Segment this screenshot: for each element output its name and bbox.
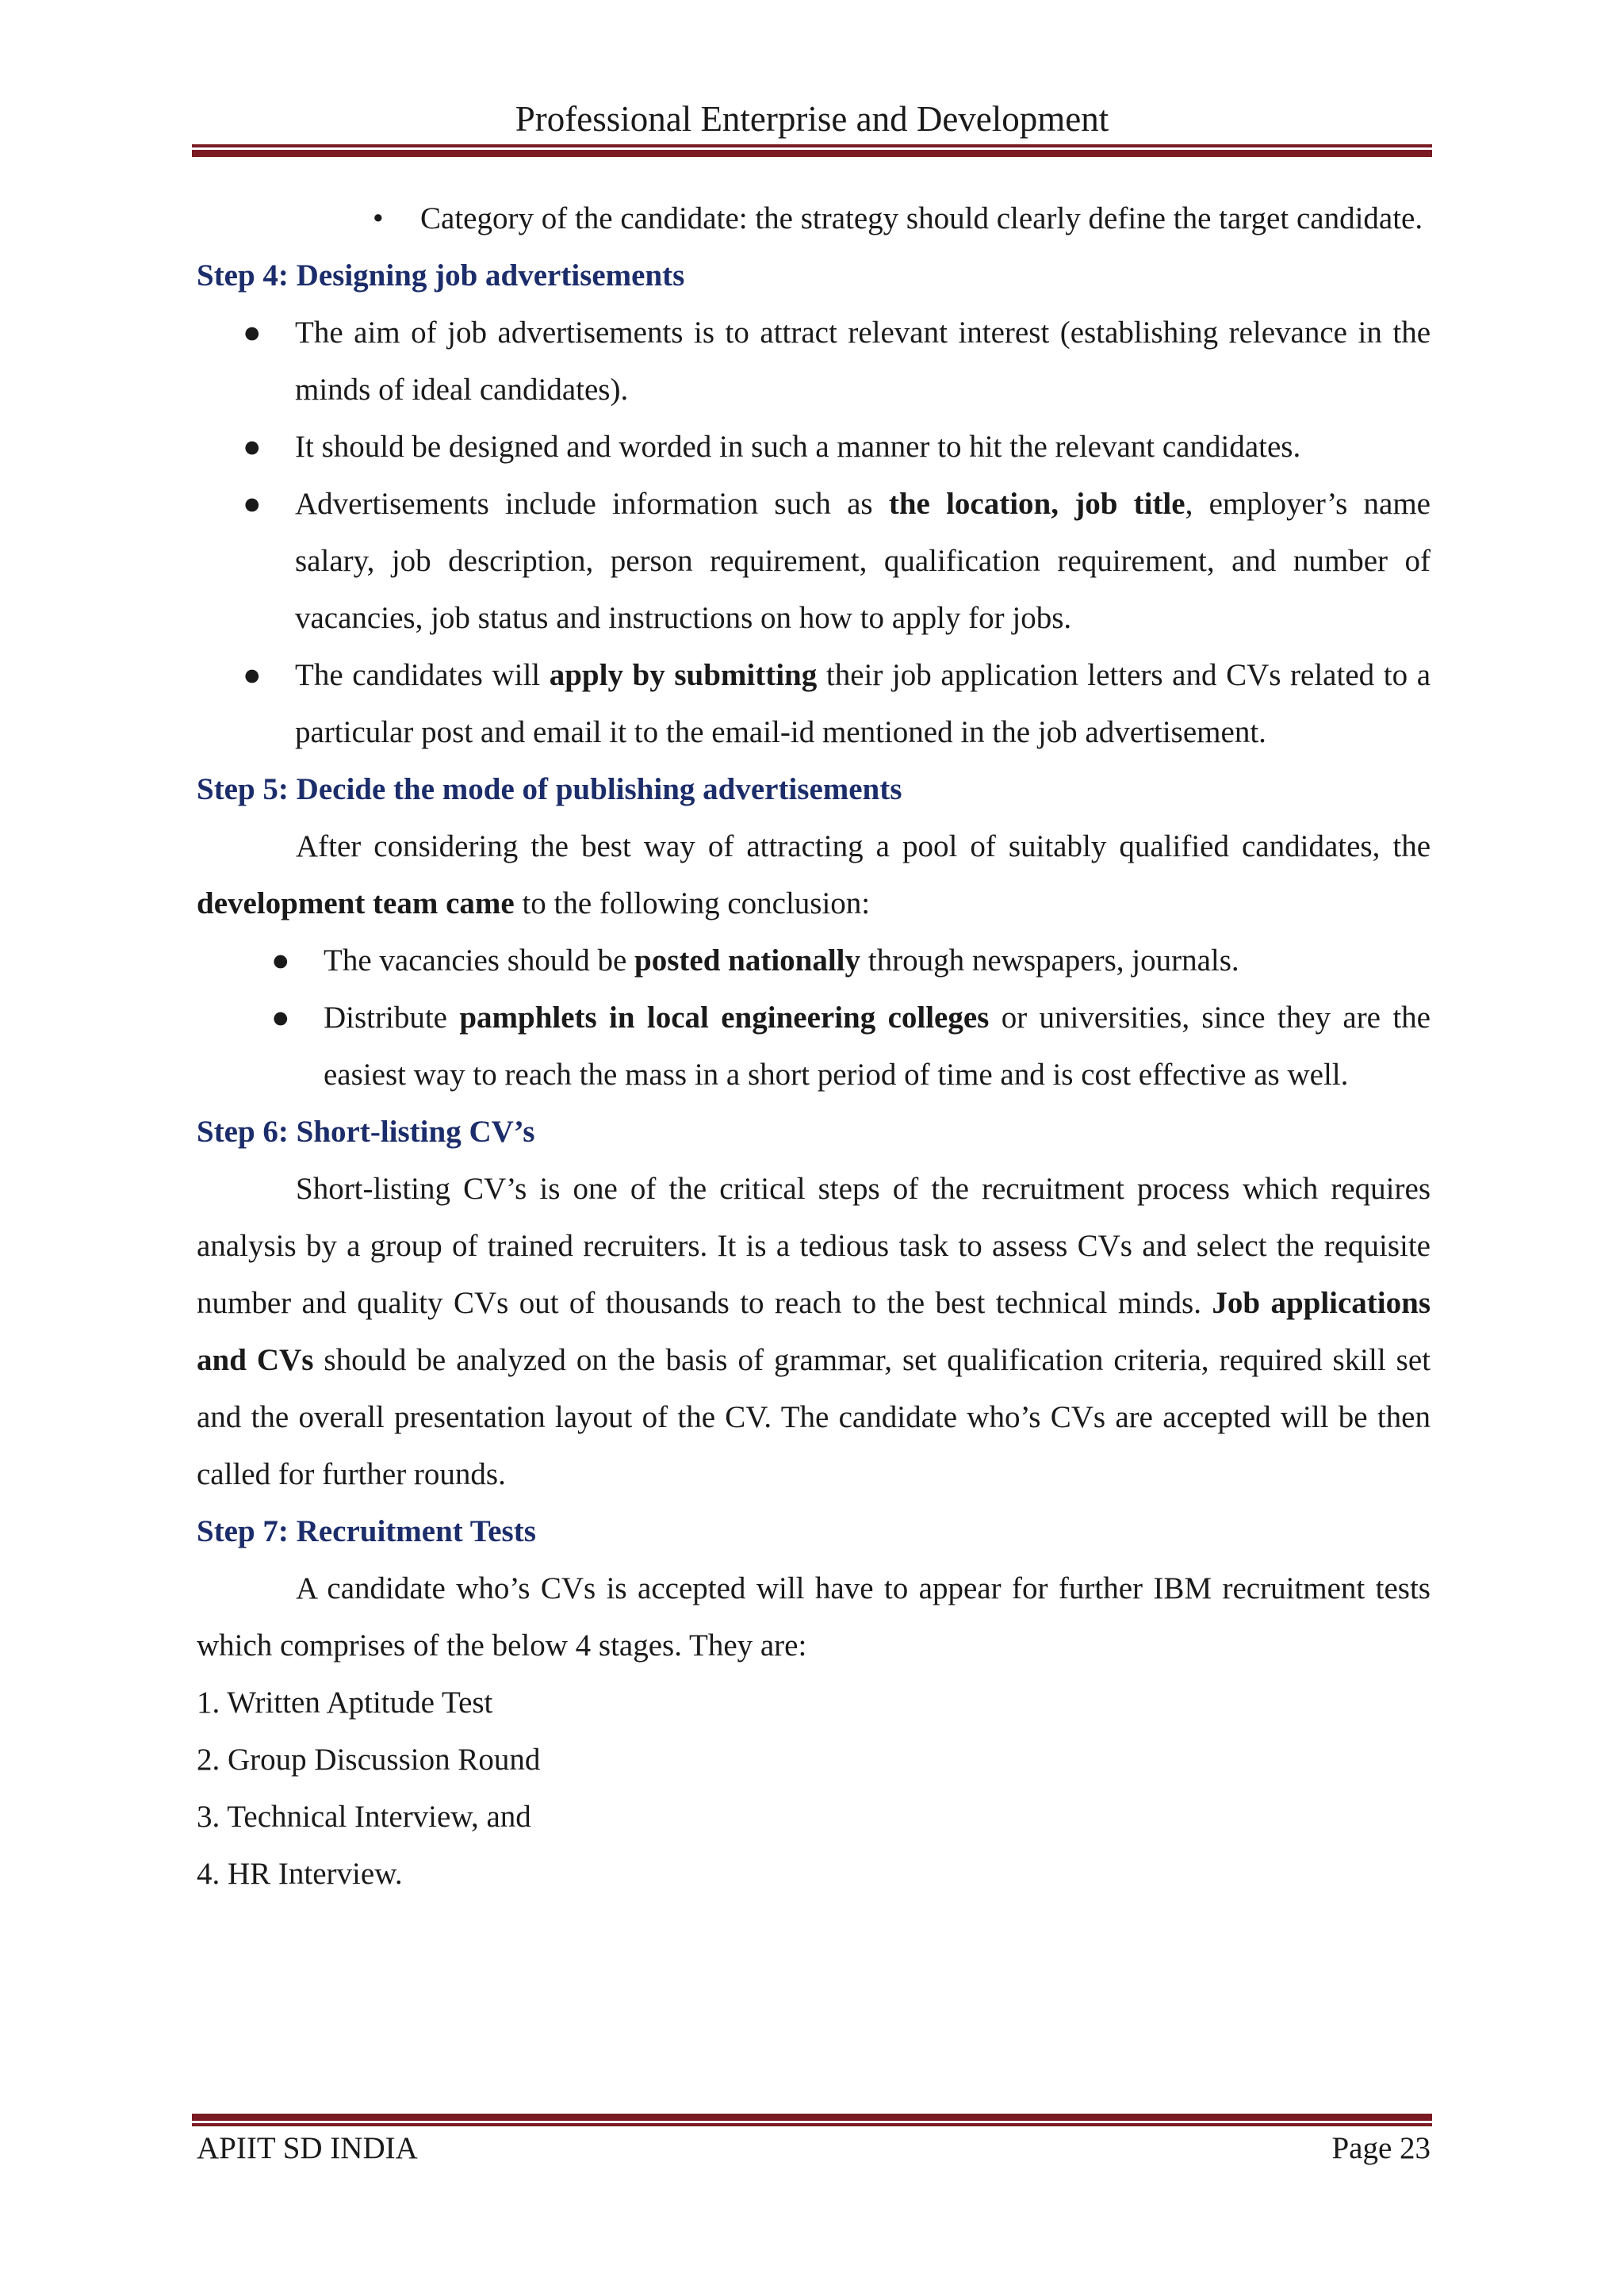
numbered-item: 1. Written Aptitude Test (197, 1686, 493, 1720)
numbered-item: 2. Group Discussion Round (197, 1743, 541, 1777)
page-number: Page 23 (1331, 2131, 1431, 2165)
numbered-item: 4. HR Interview. (197, 1857, 403, 1891)
list-item: ● Distribute pamphlets in local engineering colleges or universities, since they are the easiest way to reach the mass in a short period of time and is cost effective as well. (197, 989, 1431, 1104)
step4-heading: Step 4: Designing job advertisements (197, 258, 685, 293)
bullet-marker: ● (271, 1001, 290, 1035)
bullet-marker: ● (243, 430, 262, 464)
step7-heading: Step 7: Recruitment Tests (197, 1514, 536, 1548)
list-item: ● It should be designed and worded in such a manner to hit the relevant candidates. (197, 419, 1431, 476)
step5-paragraph: After considering the best way of attracting a pool of suitably qualified candidates, the development team came to the following conclusion: (197, 829, 1431, 920)
page-header-title: Professional Enterprise and Development (515, 99, 1109, 139)
list-item: ● The vacancies should be posted nationally through newspapers, journals. (197, 932, 1431, 989)
list-item: ● The aim of job advertisements is to attract relevant interest (establishing relevance in the minds of ideal candidates). (197, 304, 1431, 419)
bullet-marker: ● (243, 487, 262, 521)
footer-institution: APIIT SD INDIA (197, 2131, 418, 2165)
list-item: ● Advertisements include information such as the location, job title, employer’s name salary, job description, person requirement, qualification requirement, and number of vacancies, job status and instructions on how to apply for jobs. (197, 476, 1431, 647)
bullet-marker: ● (271, 943, 290, 978)
document-body (197, 190, 1431, 1903)
header-rule (192, 144, 1432, 157)
step5-heading: Step 5: Decide the mode of publishing advertisements (197, 772, 902, 806)
step7-paragraph: A candidate who’s CVs is accepted will have to appear for further IBM recruitment tests which comprises of the below 4 stages. They are: (197, 1571, 1431, 1663)
step6-heading: Step 6: Short-listing CV’s (197, 1115, 535, 1149)
bullet-marker: ● (243, 316, 262, 350)
step6-paragraph: Short-listing CV’s is one of the critical steps of the recruitment process which requires analysis by a group of trained recruiters. It is a tedious task to assess CVs and select the requisite number and quality CVs out of thousands to reach to the best technical minds. Job applications and CVs should be analyzed on the basis of grammar, set qualification criteria, required skill set and the overall presentation layout of the CV. The candidate who’s CVs are accepted will be then called for further rounds. (197, 1172, 1431, 1491)
list-item: • Category of the candidate: the strategy should clearly define the target candidate. (197, 190, 1431, 247)
list-item: ● The candidates will apply by submitting their job application letters and CVs related to a particular post and email it to the email-id mentioned in the job advertisement. (197, 647, 1431, 761)
bullet-marker: • (373, 201, 384, 235)
numbered-item: 3. Technical Interview, and (197, 1800, 531, 1834)
bullet-marker: ● (243, 658, 262, 692)
